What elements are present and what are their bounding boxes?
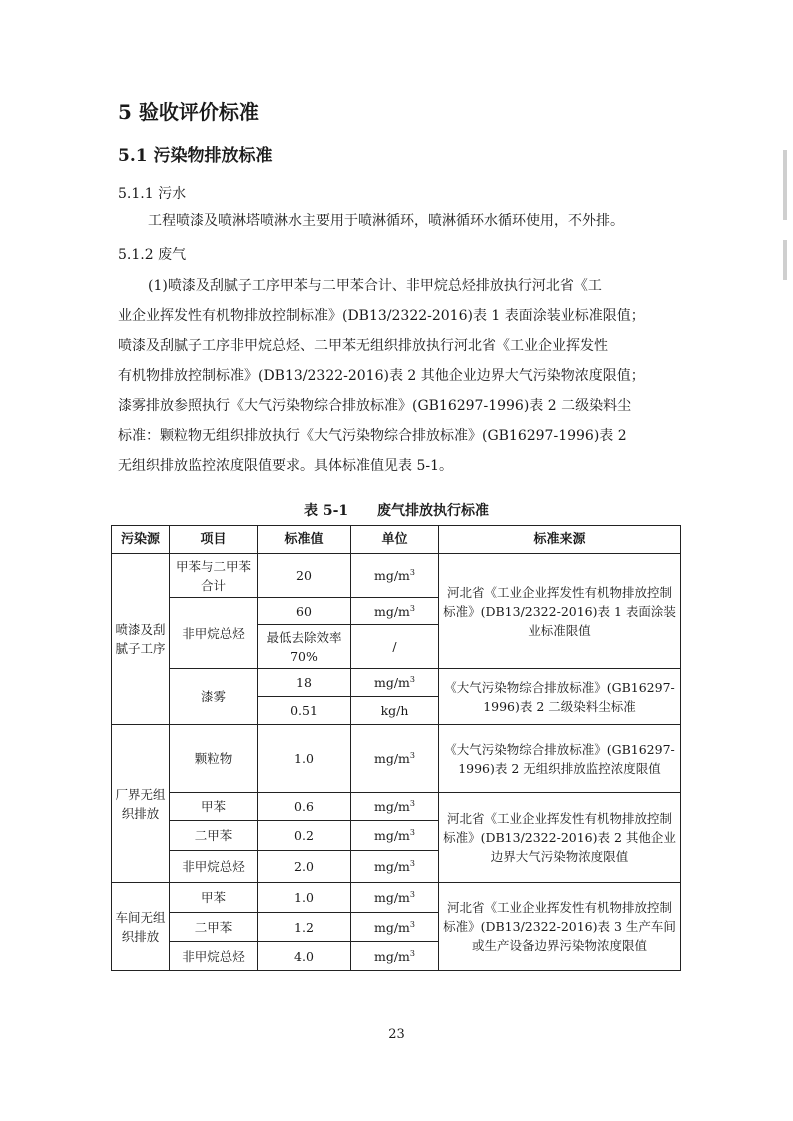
column-header: 项目 [170, 526, 258, 554]
paragraph-line: 业企业挥发性有机物排放控制标准》(DB13/2322-2016)表 1 表面涂装业标准限值； [118, 308, 645, 324]
value-cell: 4.0 [258, 942, 351, 971]
item-cell: 漆雾 [170, 669, 258, 725]
unit-cell: $mg/m^3$ [351, 725, 439, 793]
standard-source-cell: 河北省《工业企业挥发性有机物排放控制标准》(DB13/2322-2016)表 3 生产车间或生产设备边界污染物浓度限值 [439, 883, 681, 971]
value-cell: 2.0 [258, 851, 351, 883]
value-cell: 20 [258, 554, 351, 598]
paragraph-line: 无组织排放监控浓度限值要求。具体标准值见表 5-1。 [118, 458, 453, 474]
value-cell: 1.0 [258, 725, 351, 793]
unit-cell: $mg/m^3$ [351, 598, 439, 625]
column-header: 单位 [351, 526, 439, 554]
item-cell: 非甲烷总烃 [170, 598, 258, 669]
paragraph-line: 喷漆及刮腻子工序非甲烷总烃、二甲苯无组织排放执行河北省《工业企业挥发性 [118, 338, 608, 354]
emission-standards-table [111, 525, 681, 971]
item-cell: 非甲烷总烃 [170, 851, 258, 883]
source-cell: 车间无组织排放 [112, 883, 170, 971]
standard-source-cell: 《大气污染物综合排放标准》(GB16297-1996)表 2 二级染料尘标准 [439, 669, 681, 725]
unit-cell: / [351, 625, 439, 669]
gas-paragraph [118, 271, 678, 481]
scan-edge-mark [783, 240, 787, 280]
standard-source-cell: 河北省《工业企业挥发性有机物排放控制标准》(DB13/2322-2016)表 1 表面涂装业标准限值 [439, 554, 681, 669]
item-cell: 二甲苯 [170, 821, 258, 851]
value-cell: 1.2 [258, 913, 351, 942]
unit-cell: $mg/m^3$ [351, 821, 439, 851]
standard-source-cell: 《大气污染物综合排放标准》(GB16297-1996)表 2 无组织排放监控浓度限值 [439, 725, 681, 793]
paragraph-line: 工程喷漆及喷淋塔喷淋水主要用于喷淋循环，喷淋循环水循环使用，不外排。 [148, 213, 624, 229]
value-cell: 最低去除效率70% [258, 625, 351, 669]
item-cell: 甲苯 [170, 793, 258, 821]
sub-subsection-water: 5.1.1 污水 [118, 186, 187, 202]
paragraph-line: (1)喷漆及刮腻子工序甲苯与二甲苯合计、非甲烷总烃排放执行河北省《工 [148, 278, 602, 294]
table-row [112, 725, 681, 793]
page-number: 23 [388, 1027, 405, 1042]
value-cell: 0.51 [258, 697, 351, 725]
column-header: 污染源 [112, 526, 170, 554]
table-number: 表 5-1 [303, 503, 349, 519]
table-row [112, 883, 681, 913]
source-cell: 厂界无组织排放 [112, 725, 170, 883]
unit-cell: kg/h [351, 697, 439, 725]
paragraph-line: 有机物排放控制标准》(DB13/2322-2016)表 2 其他企业边界大气污染物浓度限值； [118, 368, 645, 384]
paragraph-line: 标准：颗粒物无组织排放执行《大气污染物综合排放标准》(GB16297-1996)表 2 [118, 428, 627, 444]
subsection-heading: 5.1 污染物排放标准 [118, 146, 273, 166]
source-cell: 喷漆及刮腻子工序 [112, 554, 170, 725]
value-cell: 0.6 [258, 793, 351, 821]
scan-edge-mark [783, 150, 787, 220]
value-cell: 60 [258, 598, 351, 625]
water-paragraph [118, 206, 678, 236]
table-row [112, 793, 681, 821]
unit-cell: $mg/m^3$ [351, 883, 439, 913]
value-cell: 1.0 [258, 883, 351, 913]
table-title: 废气排放执行标准 [377, 503, 490, 519]
value-cell: 0.2 [258, 821, 351, 851]
unit-cell: $mg/m^3$ [351, 669, 439, 697]
table-caption [0, 500, 793, 520]
sub-subsection-gas: 5.1.2 废气 [118, 247, 187, 263]
table-row [112, 554, 681, 598]
item-cell: 非甲烷总烃 [170, 942, 258, 971]
unit-cell: $mg/m^3$ [351, 913, 439, 942]
value-cell: 18 [258, 669, 351, 697]
unit-cell: $mg/m^3$ [351, 942, 439, 971]
item-cell: 二甲苯 [170, 913, 258, 942]
section-heading: 5 验收评价标准 [118, 100, 259, 124]
table-row [112, 669, 681, 697]
column-header: 标准值 [258, 526, 351, 554]
unit-cell: $mg/m^3$ [351, 554, 439, 598]
unit-cell: $mg/m^3$ [351, 851, 439, 883]
column-header: 标准来源 [439, 526, 681, 554]
standard-source-cell: 河北省《工业企业挥发性有机物排放控制标准》(DB13/2322-2016)表 2 其他企业边界大气污染物浓度限值 [439, 793, 681, 883]
table-header-row [112, 526, 681, 554]
paragraph-line: 漆雾排放参照执行《大气污染物综合排放标准》(GB16297-1996)表 2 二级染料尘 [118, 398, 632, 414]
item-cell: 甲苯 [170, 883, 258, 913]
item-cell: 颗粒物 [170, 725, 258, 793]
item-cell: 甲苯与二甲苯合计 [170, 554, 258, 598]
unit-cell: $mg/m^3$ [351, 793, 439, 821]
